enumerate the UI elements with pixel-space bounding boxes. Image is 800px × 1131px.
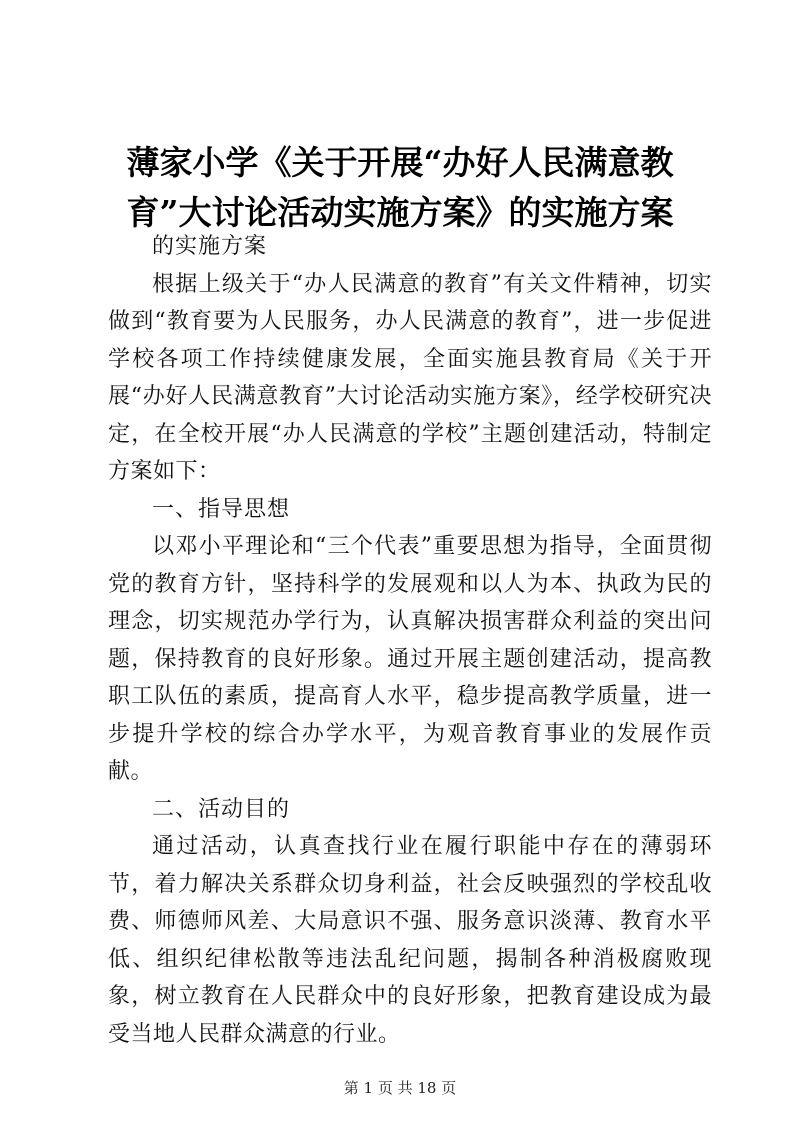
document-title: 薄家小学《关于开展“办好人民满意教育”大讨论活动实施方案》的实施方案 bbox=[126, 143, 674, 232]
activity-purpose-paragraph: 通过活动，认真查找行业在履行职能中存在的薄弱环节，着力解决关系群众切身利益，社会反映强烈的学校乱收费、师德师风差、大局意识不强、服务意识淡薄、教育水平低、组织纪律松散等违法乱纪问题，揭制各种消极腐败现象，树立教育在人民群众中的良好形象，把教育建设成为最受当地人民群众满意的行业。 bbox=[108, 834, 712, 1047]
intro-heading: 的实施方案 bbox=[152, 234, 268, 259]
section-heading-activity-purpose: 二、活动目的 bbox=[152, 796, 291, 822]
intro-paragraph: 根据上级关于“办人民满意的教育”有关文件精神，切实做到“教育要为人民服务，办人民满意的教育”，进一步促进学校各项工作持续健康发展，全面实施县教育局《关于开展“办好人民满意教育”大讨论活动实施方案》，经学校研究决定，在全校开展“办人民满意的学校”主题创建活动，特制定方案如下： bbox=[108, 271, 712, 484]
guiding-ideology-paragraph: 以邓小平理论和“三个代表”重要思想为指导，全面贯彻党的教育方针，坚持科学的发展观和以人为本、执政为民的理念，切实规范办学行为，认真解决损害群众利益的突出问题，保持教育的良好形象。通过开展主题创建活动，提高教职工队伍的素质，提高育人水平，稳步提高教学质量，进一步提升学校的综合办学水平，为观音教育事业的发展作贡献。 bbox=[108, 534, 712, 784]
section-heading-guiding-ideology: 一、指导思想 bbox=[152, 496, 291, 522]
page-footer: 第 1 页 共 18 页 bbox=[343, 1079, 457, 1097]
document-body bbox=[108, 228, 712, 1053]
